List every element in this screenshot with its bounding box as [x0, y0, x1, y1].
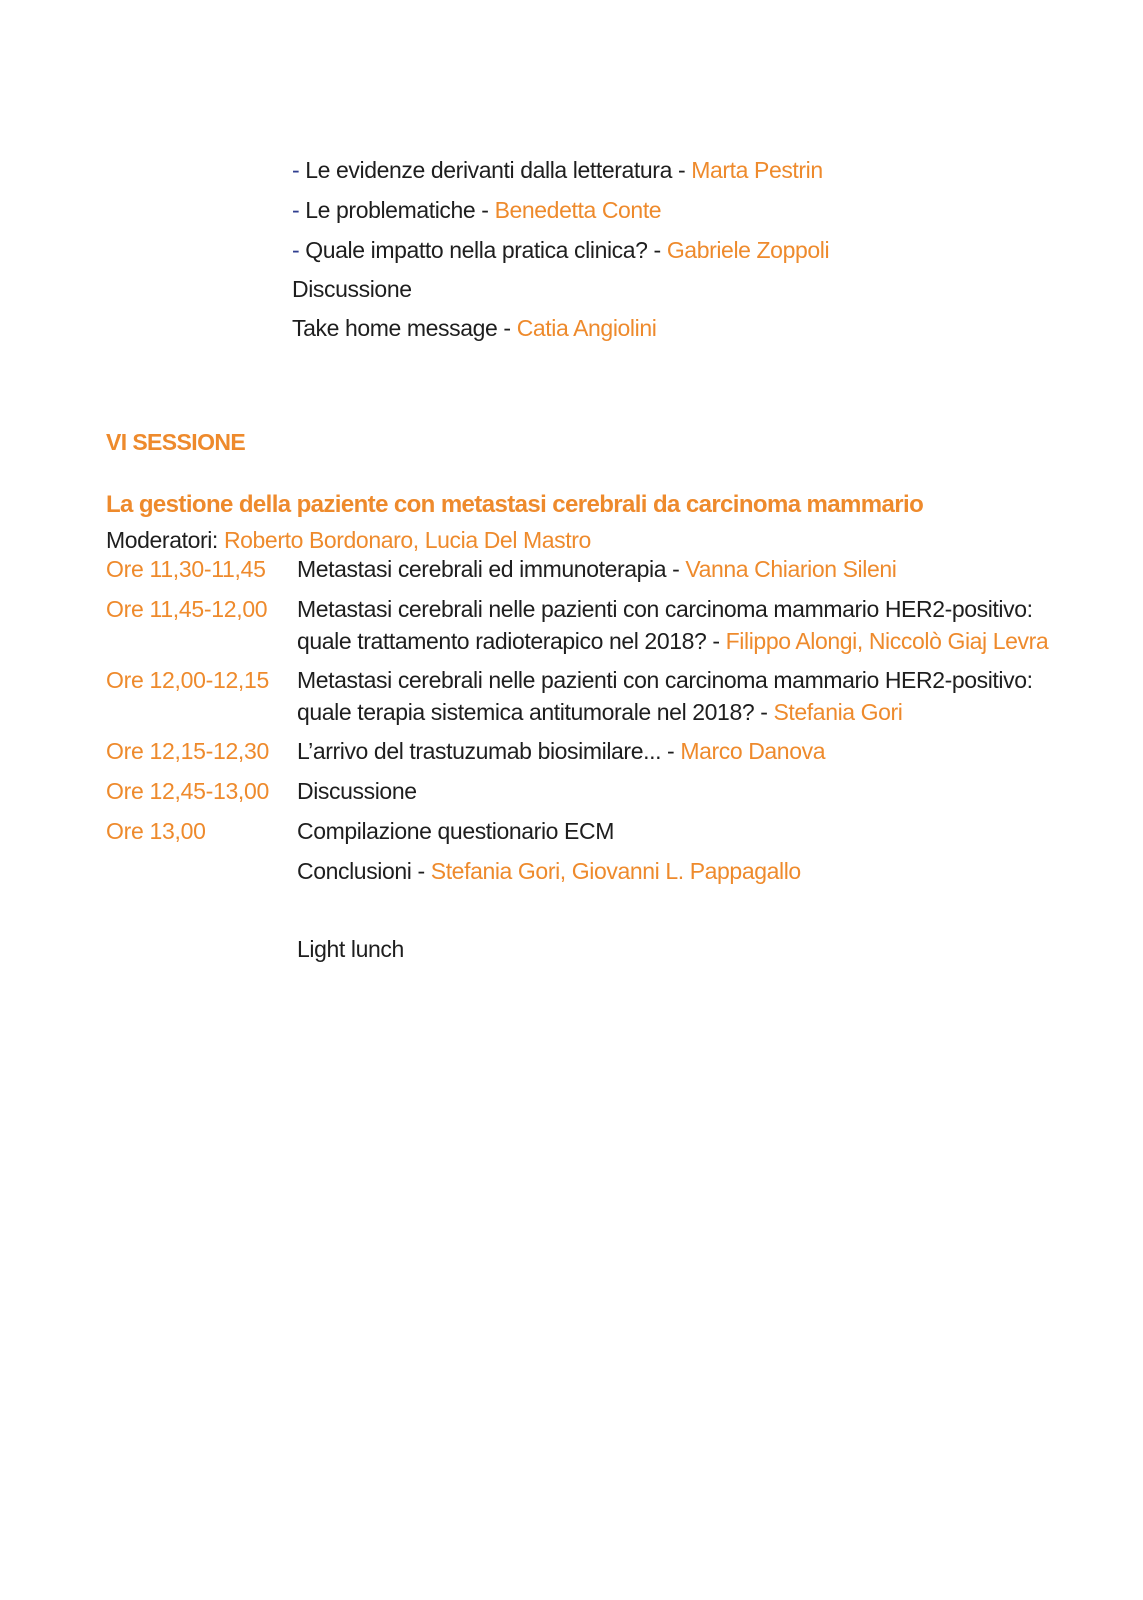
list-dash: -: [292, 237, 300, 263]
session-talk: [297, 815, 1097, 895]
time-slot: Ore 11,45-12,00: [106, 596, 268, 622]
talk-title: quale trattamento radioterapico nel 2018?: [297, 628, 707, 654]
talk-title: Conclusioni: [297, 858, 412, 884]
talk-line-2: [297, 625, 1097, 657]
session-title: La gestione della paziente con metastasi cerebrali da carcinoma mammario: [106, 491, 924, 518]
separator: -: [475, 197, 495, 223]
topic-text: Le problematiche: [305, 197, 476, 223]
separator: -: [666, 556, 686, 582]
separator: -: [411, 858, 431, 884]
top-list-item: [292, 236, 829, 264]
separator: -: [497, 315, 517, 341]
topic-text: Le evidenze derivanti dalla letteratura: [305, 157, 672, 183]
take-home-line: [292, 314, 656, 342]
list-dash: -: [292, 197, 300, 223]
talk-line-1: [297, 735, 1097, 767]
session-talk: [297, 775, 1097, 807]
separator: -: [754, 699, 774, 725]
time-slot: Ore 12,00-12,15: [106, 667, 270, 693]
separator: -: [671, 157, 692, 183]
talk-line-1: [297, 593, 1097, 625]
speaker-name: Marta Pestrin: [691, 157, 823, 183]
moderators-names: Roberto Bordonaro, Lucia Del Mastro: [223, 527, 591, 553]
separator: -: [661, 738, 681, 764]
speaker-name: Catia Angiolini: [516, 315, 657, 341]
speaker-name: Gabriele Zoppoli: [666, 237, 830, 263]
speaker-name: Stefania Gori, Giovanni L. Pappagallo: [430, 858, 801, 884]
speaker-name: Marco Danova: [680, 738, 826, 764]
time-slot: Ore 12,15-12,30: [106, 738, 270, 764]
topic-text: Quale impatto nella pratica clinica?: [305, 237, 648, 263]
talk-title: L’arrivo del trastuzumab biosimilare...: [297, 738, 662, 764]
session-talk: [297, 553, 1097, 585]
time-slot: Ore 11,30-11,45: [106, 556, 266, 582]
separator: -: [647, 237, 667, 263]
light-lunch-line: Light lunch: [297, 936, 404, 962]
talk-title: quale terapia sistemica antitumorale nel 2018?: [297, 699, 755, 725]
session-talk: [297, 664, 1097, 728]
top-list-item: [292, 196, 661, 224]
talk-line-2: [297, 847, 1097, 895]
session-talk: [297, 735, 1097, 767]
speaker-name: Filippo Alongi, Niccolò Giaj Levra: [725, 628, 1049, 654]
talk-line-1: [297, 553, 1097, 585]
talk-line-1: [297, 815, 1097, 847]
session-talk: [297, 593, 1097, 657]
time-slot: Ore 13,00: [106, 818, 206, 844]
moderators-line: [106, 527, 591, 554]
take-home-text: Take home message: [292, 315, 498, 341]
session-label: VI SESSIONE: [106, 429, 246, 455]
top-list-item: [292, 156, 823, 184]
discussion-line: Discussione: [292, 276, 412, 302]
list-dash: -: [292, 157, 300, 183]
talk-title: Metastasi cerebrali nelle pazienti con carcinoma mammario HER2-positivo:: [297, 667, 1033, 693]
moderators-label: Moderatori:: [106, 527, 218, 553]
speaker-name: Benedetta Conte: [494, 197, 662, 223]
talk-title: Metastasi cerebrali ed immunoterapia: [297, 556, 667, 582]
talk-line-2: [297, 696, 1097, 728]
speaker-name: Stefania Gori: [773, 699, 903, 725]
talk-title: Metastasi cerebrali nelle pazienti con carcinoma mammario HER2-positivo:: [297, 596, 1033, 622]
talk-line-1: [297, 775, 1097, 807]
separator: -: [706, 628, 726, 654]
time-slot: Ore 12,45-13,00: [106, 778, 270, 804]
talk-title: Compilazione questionario ECM: [297, 818, 614, 844]
talk-line-1: [297, 664, 1097, 696]
speaker-name: Vanna Chiarion Sileni: [685, 556, 897, 582]
talk-title: Discussione: [297, 778, 417, 804]
